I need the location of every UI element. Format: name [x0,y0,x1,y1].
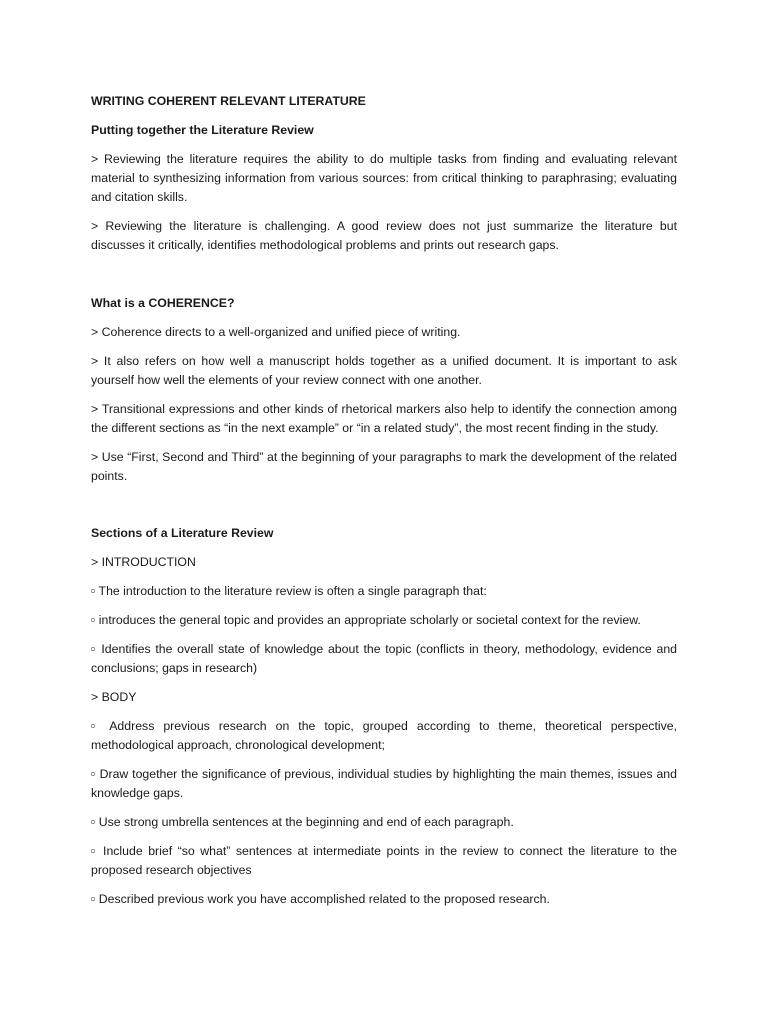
bullet-item: ▫ Draw together the significance of previous, individual studies by highlighting the main themes, issues and knowledge gaps. [91,767,677,800]
spacer [91,265,677,294]
subsection-label-body: > BODY [91,690,137,704]
document-title: WRITING COHERENT RELEVANT LITERATURE [91,94,366,108]
section-heading-literature-review: Putting together the Literature Review [91,123,314,137]
paragraph: > Reviewing the literature is challenging. A good review does not just summarize the literature but discusses it critically, identifies methodological problems and prints out research gaps. [91,219,677,252]
paragraph: > Coherence directs to a well-organized and unified piece of writing. [91,325,461,339]
section-heading-sections: Sections of a Literature Review [91,526,274,540]
paragraph: > Use “First, Second and Third” at the beginning of your paragraphs to mark the development of the related points. [91,450,677,483]
paragraph: > Reviewing the literature requires the ability to do multiple tasks from finding and evaluating relevant material to synthesizing information from various sources: from critical thinking to paraphrasing; evaluating and citation skills. [91,152,677,204]
spacer [91,496,677,524]
paragraph: > It also refers on how well a manuscript holds together as a unified document. It is important to ask yourself how well the elements of your review connect with one another. [91,354,677,387]
bullet-item: ▫ Identifies the overall state of knowledge about the topic (conflicts in theory, methodology, evidence and conclusions; gaps in research) [91,642,677,675]
bullet-item: ▫ Described previous work you have accomplished related to the proposed research. [91,892,550,906]
paragraph: > Transitional expressions and other kinds of rhetorical markers also help to identify the connection among the different sections as “in the next example” or “in a related study”, the most recent finding in the study. [91,402,677,435]
bullet-item: ▫ Use strong umbrella sentences at the beginning and end of each paragraph. [91,815,514,829]
bullet-item: ▫ Address previous research on the topic, grouped according to theme, theoretical perspective, methodological approach, chronological development; [91,719,677,752]
section-heading-coherence: What is a COHERENCE? [91,296,235,310]
subsection-label-introduction: > INTRODUCTION [91,555,196,569]
bullet-item: ▫ introduces the general topic and provides an appropriate scholarly or societal context for the review. [91,613,641,627]
bullet-item: ▫ Include brief “so what” sentences at intermediate points in the review to connect the literature to the proposed research objectives [91,844,677,877]
document-page [91,92,677,919]
bullet-item: ▫ The introduction to the literature review is often a single paragraph that: [91,584,487,598]
